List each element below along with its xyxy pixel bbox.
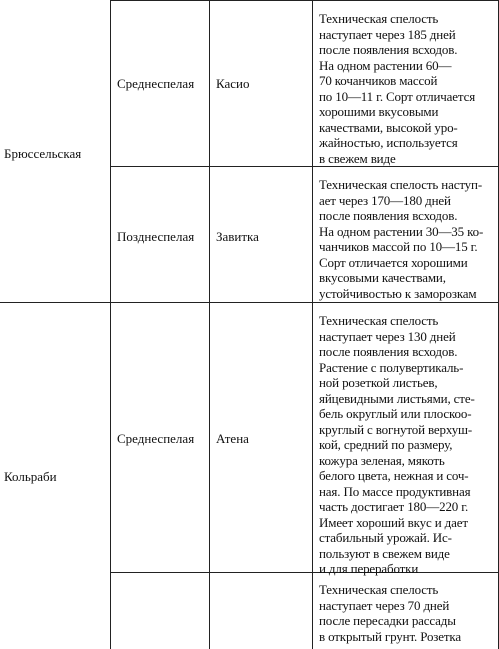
description-cell: Техническая спелость наступ- ает через 170—180 дней после появления всходов. На одном растении 30—35 ко- чанчиков массой по 10—15 г. Сорт отличается хорошими вкусовыми качествами, устойчивостью к заморозкам (319, 177, 484, 301)
variety-name-cell: Касио (216, 76, 250, 91)
column-divider (312, 0, 313, 649)
description-cell: Техническая спелость наступает через 70 дней после пересадки рассады в открытый грунт. Розетка (319, 582, 462, 644)
maturity-cell: Позднеспелая (117, 229, 195, 244)
column-divider (110, 0, 111, 649)
variety-name-cell: Атена (216, 431, 249, 446)
column-divider (209, 0, 210, 649)
description-cell: Техническая спелость наступает через 185 дней после появления всходов. На одном растении 60— 70 кочанчиков массой по 10—11 г. Сорт отличается хорошими вкусовыми качествами, высокой уро- жайностью, используется в свежем виде (319, 11, 476, 166)
species-cell: Кольраби (4, 469, 57, 484)
maturity-cell: Среднеспелая (117, 76, 195, 91)
row-divider (110, 0, 499, 1)
variety-name-cell: Завитка (216, 229, 259, 244)
row-divider (0, 302, 499, 303)
species-cell: Брюссельская (4, 146, 82, 161)
maturity-cell: Среднеспелая (117, 431, 195, 446)
row-divider (110, 166, 499, 167)
description-cell: Техническая спелость наступает через 130 дней после появления всходов. Растение с полувертикаль- ной розеткой листьев, яйцевидными листьями, сте- бель округлый или плоскоо- круглый с вогнутой верхуш- кой, средний по размеру, кожура зеленая, мякоть белого цвета, нежная и соч- ная. По массе продуктивная часть достигает 180—220 г. Имеет хороший вкус и дает стабильный урожай. Ис- пользуют в свежем виде и для переработки (319, 313, 475, 576)
